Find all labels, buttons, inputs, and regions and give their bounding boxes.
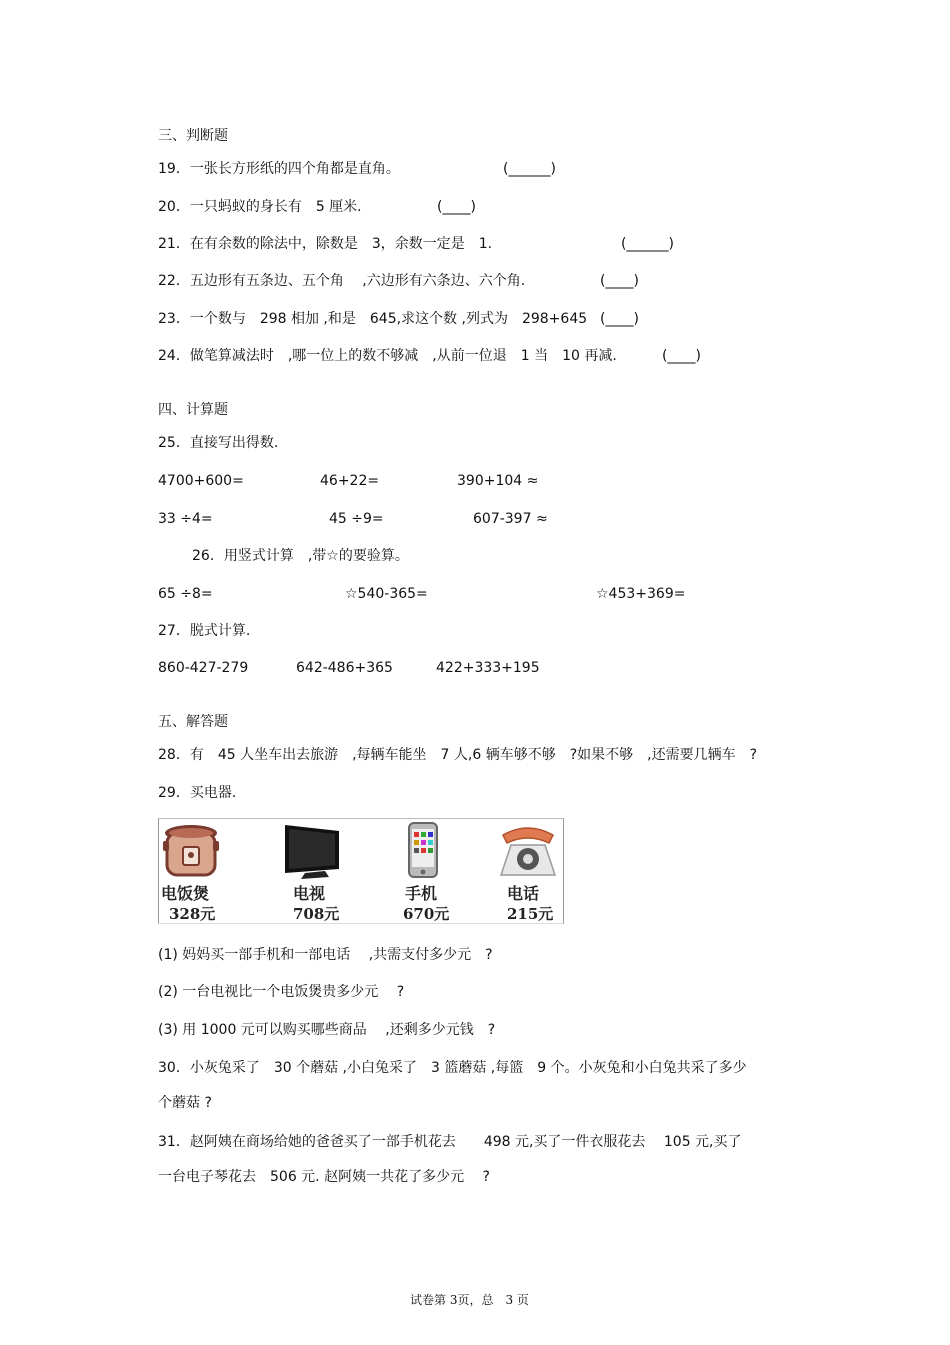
calc-item: 607-397 ≈ bbox=[473, 511, 548, 527]
product-image-strip bbox=[158, 818, 564, 924]
section-title-answer: 五、解答题 bbox=[158, 714, 228, 730]
calc-item: 4700+600= bbox=[158, 473, 244, 489]
product-phone bbox=[395, 819, 495, 923]
question-20: 20．一只蚂蚁的身长有 5 厘米. bbox=[158, 199, 362, 215]
page-footer: 试卷第 3页，总 3 页 bbox=[410, 1293, 529, 1307]
answer-blank-19: (______) bbox=[503, 161, 556, 177]
calc-item: ☆453+369= bbox=[596, 586, 686, 602]
sub-question-1: (1) 妈妈买一部手机和一部电话 ,共需支付多少元 ? bbox=[158, 947, 493, 963]
question-19: 19．一张长方形纸的四个角都是直角。 bbox=[158, 161, 400, 177]
product-name: 电饭煲 bbox=[161, 884, 210, 903]
calc-item: 33 ÷4= bbox=[158, 511, 213, 527]
product-price: 708元 bbox=[293, 905, 340, 923]
question-26: 26．用竖式计算 ,带☆的要验算。 bbox=[192, 548, 409, 564]
question-30-line1: 30．小灰兔采了 30 个蘑菇 ,小白兔采了 3 篮蘑菇 ,每篮 9 个。小灰兔和小白兔共采了多少 bbox=[158, 1060, 747, 1076]
section-title-judge: 三、判断题 bbox=[158, 128, 228, 144]
calc-item: 46+22= bbox=[320, 473, 380, 489]
calc-item: 860-427-279 bbox=[158, 660, 249, 676]
product-telephone bbox=[495, 819, 595, 923]
question-28: 28．有 45 人坐车出去旅游 ,每辆车能坐 7 人,6 辆车够不够 ?如果不够 ,还需要几辆车 ? bbox=[158, 747, 758, 763]
question-23: 23．一个数与 298 相加 ,和是 645,求这个数 ,列式为 298+645 bbox=[158, 311, 588, 327]
answer-blank-20: (____) bbox=[437, 199, 476, 215]
product-name: 手机 bbox=[405, 884, 438, 903]
question-31-line1: 31．赵阿姨在商场给她的爸爸买了一部手机花去 498 元,买了一件衣服花去 105 元,买了 bbox=[158, 1134, 742, 1150]
television-icon bbox=[277, 821, 347, 881]
calc-item: 422+333+195 bbox=[436, 660, 540, 676]
rice-cooker-icon bbox=[159, 821, 225, 881]
sub-question-3: (3) 用 1000 元可以购买哪些商品 ,还剩多少元钱 ? bbox=[158, 1022, 496, 1038]
question-22: 22．五边形有五条边、五个角 ,六边形有六条边、六个角. bbox=[158, 273, 526, 289]
section-title-calc: 四、计算题 bbox=[158, 402, 228, 418]
question-25: 25．直接写出得数. bbox=[158, 435, 279, 451]
telephone-icon bbox=[495, 821, 561, 881]
product-tv bbox=[277, 819, 377, 923]
answer-blank-21: (______) bbox=[621, 236, 674, 252]
question-31-line2: 一台电子琴花去 506 元. 赵阿姨一共花了多少元 ? bbox=[158, 1169, 490, 1185]
answer-blank-24: (____) bbox=[662, 348, 701, 364]
calc-item: 65 ÷8= bbox=[158, 586, 213, 602]
product-price: 328元 bbox=[169, 905, 216, 923]
question-27: 27．脱式计算. bbox=[158, 623, 251, 639]
product-name: 电话 bbox=[507, 884, 540, 903]
question-24: 24．做笔算减法时 ,哪一位上的数不够减 ,从前一位退 1 当 10 再减. bbox=[158, 348, 617, 364]
calc-item: ☆540-365= bbox=[345, 586, 428, 602]
product-price: 670元 bbox=[403, 905, 450, 923]
product-price: 215元 bbox=[507, 905, 554, 923]
mobile-phone-icon bbox=[395, 821, 445, 881]
question-29: 29．买电器. bbox=[158, 785, 237, 801]
product-name: 电视 bbox=[293, 884, 326, 903]
question-21: 21．在有余数的除法中，除数是 3，余数一定是 1. bbox=[158, 236, 493, 252]
calc-item: 390+104 ≈ bbox=[457, 473, 539, 489]
calc-item: 45 ÷9= bbox=[329, 511, 384, 527]
product-rice-cooker bbox=[159, 819, 259, 923]
answer-blank-23: (____) bbox=[600, 311, 639, 327]
sub-question-2: (2) 一台电视比一个电饭煲贵多少元 ? bbox=[158, 984, 405, 1000]
calc-item: 642-486+365 bbox=[296, 660, 393, 676]
question-30-line2: 个蘑菇 ? bbox=[158, 1095, 212, 1111]
answer-blank-22: (____) bbox=[600, 273, 639, 289]
